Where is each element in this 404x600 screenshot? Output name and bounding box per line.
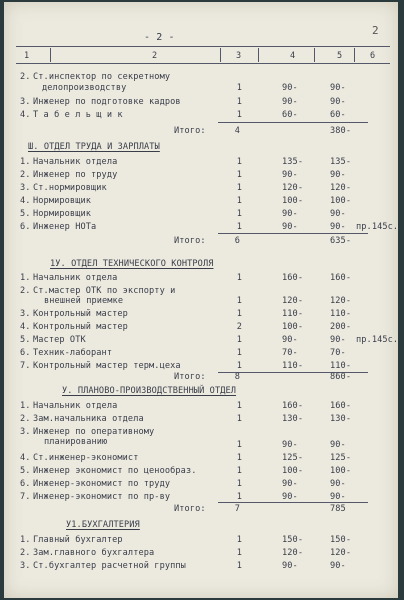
salary: 130- [282,414,304,424]
total-count: 4 [234,126,240,136]
column-header-6: 6 [370,51,376,61]
staff-count: 1 [236,401,242,411]
position-name: Инженер-экономист по пр-ву [33,492,171,502]
table-row [4,195,398,207]
row-number: 3. [20,309,31,319]
position-name: Нормировщик [33,209,92,219]
total-label: Итого: [174,126,206,136]
position-name: Главный бухгалтер [33,535,123,545]
column-divider [354,48,355,62]
row-number: 1. [20,157,31,167]
row-number: 3. [20,427,31,437]
remark: пр.145с. [356,222,399,232]
table-row [4,272,398,284]
salary-total: 110- [330,309,352,319]
salary-total: 70- [330,348,346,358]
position-name: Инженер по подготовке кадров [33,97,181,107]
position-name: Т а б е л ь щ и к [33,110,123,120]
table-row [4,208,398,220]
column-header-3: 3 [236,51,242,61]
row-number: 2. [20,170,31,180]
salary: 60- [282,110,298,120]
row-number: 5. [20,466,31,476]
table-row [4,400,398,412]
staff-count: 1 [236,453,242,463]
salary: 120- [282,548,304,558]
row-number: 2. [20,548,31,558]
total-label: Итого: [174,372,206,382]
total-sum: 380- [330,126,352,136]
salary: 110- [282,309,304,319]
total-row [4,371,398,383]
section-title: У1.БУХГАЛТЕРИЯ [66,520,140,530]
row-number: 5. [20,335,31,345]
total-count: 7 [234,504,240,514]
salary-total: 120- [330,183,352,193]
row-number: 7. [20,361,31,371]
position-name: Ст.инженер-экономист [33,453,139,463]
salary: 90- [282,479,298,489]
salary: 90- [282,440,298,450]
table-row [4,413,398,425]
position-name: Ст.мастер ОТК по экспорту и [33,286,176,296]
row-number: 6. [20,348,31,358]
staff-count: 1 [236,183,242,193]
total-label: Итого: [174,504,206,514]
salary: 135- [282,157,304,167]
salary: 100- [282,466,304,476]
column-divider [220,48,221,62]
column-header-2: 2 [152,51,158,61]
table-row [4,109,398,121]
row-number: 2. [20,286,31,296]
row-number: 4. [20,110,31,120]
table-row [4,560,398,572]
staff-count: 1 [236,83,242,93]
row-number: 1. [20,273,31,283]
staff-count: 1 [236,440,242,450]
salary: 160- [282,401,304,411]
position-name: Ст.бухгалтер расчетной группы [33,561,186,571]
salary-total: 90- [330,479,346,489]
salary: 90- [282,83,298,93]
staff-count: 1 [236,196,242,206]
salary-total: 90- [330,222,346,232]
salary-total: 90- [330,440,346,450]
salary-total: 160- [330,273,352,283]
column-header-4: 4 [290,51,296,61]
table-row [4,156,398,168]
staff-count: 1 [236,548,242,558]
salary-total: 90- [330,561,346,571]
total-row [4,503,398,515]
row-number: 5. [20,209,31,219]
table-row [4,169,398,181]
table-row-values [4,439,398,451]
row-number: 1. [20,401,31,411]
salary-total: 90- [330,492,346,502]
position-name-line2: делопроизводству [42,83,127,93]
table-row [4,534,398,546]
salary: 90- [282,97,298,107]
header-bottom-rule [16,63,390,64]
row-number: 7. [20,492,31,502]
row-number: 3. [20,183,31,193]
staff-count: 1 [236,110,242,120]
remark: пр.145с. [356,335,399,345]
salary-total: 125- [330,453,352,463]
salary: 90- [282,222,298,232]
header-top-rule [16,46,390,47]
column-header-1: 1 [24,51,30,61]
salary-total: 90- [330,335,346,345]
position-name: Начальник отдела [33,273,118,283]
page-number: - 2 - [144,32,175,43]
salary-total: 120- [330,296,352,306]
row-number: 6. [20,479,31,489]
column-divider [50,48,51,62]
row-number: 4. [20,196,31,206]
salary-total: 135- [330,157,352,167]
table-row [4,478,398,490]
table-row [4,465,398,477]
total-rule [218,233,368,234]
row-number: 6. [20,222,31,232]
staff-count: 1 [236,466,242,476]
table-row [4,221,398,233]
position-name: Контрольный мастер [33,322,128,332]
position-name: Инженер-экономист по труду [33,479,171,489]
total-rule [218,122,368,123]
staff-count: 1 [236,335,242,345]
position-name: Контрольный мастер терм.цеха [33,361,181,371]
table-row [4,182,398,194]
position-name-line2: внешней приемке [44,296,124,306]
total-count: 6 [234,236,240,246]
table-row-continuation [4,82,398,94]
staff-count: 1 [236,170,242,180]
position-name: Ст.нормировщик [33,183,107,193]
salary-total: 90- [330,170,346,180]
salary-total: 100- [330,466,352,476]
position-name: Мастер ОТК [33,335,86,345]
salary-total: 200- [330,322,352,332]
staff-count: 1 [236,414,242,424]
section-title: У. ПЛАНОВО-ПРОИЗВОДСТВЕННЫЙ ОТДЕЛ [62,386,237,396]
staff-count: 1 [236,209,242,219]
total-count: 8 [234,372,240,382]
position-name: Зам.главного бухгалтера [33,548,155,558]
total-row [4,235,398,247]
table-row-continuation [4,295,398,307]
salary: 70- [282,348,298,358]
table-row [4,452,398,464]
section-title: Ш. ОТДЕЛ ТРУДА И ЗАРПЛАТЫ [28,142,160,152]
staff-count: 1 [236,348,242,358]
staff-count: 2 [236,322,242,332]
total-label: Итого: [174,236,206,246]
staff-count: 1 [236,492,242,502]
position-name: Начальник отдела [33,401,118,411]
table-row [4,547,398,559]
salary: 160- [282,273,304,283]
salary-total: 90- [330,83,346,93]
salary: 100- [282,322,304,332]
table-row [4,308,398,320]
row-number: 4. [20,322,31,332]
staff-count: 1 [236,535,242,545]
salary: 90- [282,561,298,571]
section-title: 1У. ОТДЕЛ ТЕХНИЧЕСКОГО КОНТРОЛЯ [50,259,214,269]
salary: 90- [282,492,298,502]
salary-total: 90- [330,97,346,107]
position-name: Техник-лаборант [33,348,113,358]
position-name: Ст.инспектор по секретному [33,72,171,82]
row-number: 2. [20,414,31,424]
staff-count: 1 [236,309,242,319]
staff-count: 1 [236,157,242,167]
staff-count: 1 [236,561,242,571]
corner-page-mark: 2 [372,24,379,37]
salary: 120- [282,183,304,193]
salary-total: 110- [330,361,352,371]
staff-count: 1 [236,361,242,371]
salary: 100- [282,196,304,206]
column-divider [314,48,315,62]
row-number: 4. [20,453,31,463]
position-name: Инженер по оперативному [33,427,155,437]
salary-total: 90- [330,209,346,219]
total-row [4,125,398,137]
staff-count: 1 [236,479,242,489]
total-sum: 860- [330,372,352,382]
position-name: Зам.начальника отдела [33,414,144,424]
position-name: Инженер экономист по ценообраз. [33,466,197,476]
column-divider [258,48,259,62]
staff-count: 1 [236,97,242,107]
salary: 90- [282,170,298,180]
table-row [4,347,398,359]
table-row [4,321,398,333]
salary-total: 130- [330,414,352,424]
position-name-line2: планированию [44,437,108,447]
staff-count: 1 [236,296,242,306]
position-name: Инженер НОТа [33,222,97,232]
table-row [4,96,398,108]
staff-count: 1 [236,273,242,283]
salary-total: 120- [330,548,352,558]
position-name: Начальник отдела [33,157,118,167]
salary: 90- [282,335,298,345]
position-name: Инженер по труду [33,170,118,180]
position-name: Нормировщик [33,196,92,206]
total-sum: 785 [330,504,346,514]
total-sum: 635- [330,236,352,246]
salary: 120- [282,296,304,306]
salary: 110- [282,361,304,371]
column-header-5: 5 [337,51,343,61]
salary: 125- [282,453,304,463]
salary-total: 150- [330,535,352,545]
row-number: 1. [20,535,31,545]
document-page [4,2,398,598]
salary-total: 100- [330,196,352,206]
position-name: Контрольный мастер [33,309,128,319]
salary: 150- [282,535,304,545]
row-number: 3. [20,561,31,571]
salary: 90- [282,209,298,219]
table-row [4,334,398,346]
salary-total: 160- [330,401,352,411]
row-number: 2. [20,72,31,82]
salary-total: 60- [330,110,346,120]
row-number: 3. [20,97,31,107]
staff-count: 1 [236,222,242,232]
